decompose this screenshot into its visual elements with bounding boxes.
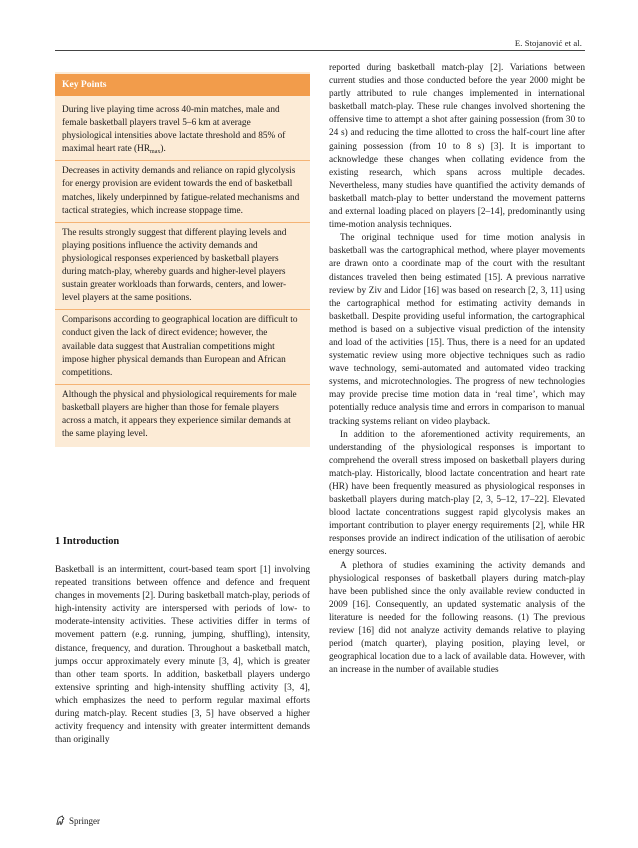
intro-paragraph-4: In addition to the aforementioned activity requirements, an understanding of the physiological responses is important to comprehend the overall stress imposed on basketball players during match-play. Historically, blood lactate concentration and heart rate (HR) have been frequently measured as physiological responses in basketball players during match-play [2, 3, 5–12, 17–22]. Elevated blood lactate concentrations suggest rapid glycolysis makes an important contribution to player energy requirements [2], while HR responses provide an indirect indication of the utilisation of aerobic energy sources. bbox=[329, 429, 585, 558]
key-point-2: Decreases in activity demands and reliance on rapid glycolysis for energy provision are evident towards the end of basketball matches, likely underpinned by fatigue-related mechanisms and tactical strategies, which increase stoppage time. bbox=[55, 161, 310, 222]
springer-horse-icon bbox=[55, 815, 66, 826]
intro-paragraph-3: The original technique used for time motion analysis in basketball was the cartographical method, where player movements are drawn onto a coordinate map of the court with the resultant distances traveled then being estimated [15]. A previous narrative review by Ziv and Lidor [16] was based on research [2, 3, 11] using the cartographical method for estimating activity demands in basketball. Despite providing useful information, the cartographical method is based on a subjective visual prediction of the intensity and load of the activities [15]. Thus, there is a need for an updated systematic review using more objective techniques such as radio wave technology, semi-automated and automated video tracking systems, and microtechnologies. The progress of new technologies may provide precise time motion data in ‘real time’, which may potentially reduce analysis time and errors in comparison to manual tracking systems reliant on video playback. bbox=[329, 233, 585, 427]
left-column bbox=[55, 564, 310, 747]
right-column bbox=[329, 62, 585, 677]
key-points-list bbox=[55, 96, 310, 447]
key-point-5: Although the physical and physiological requirements for male basketball players are higher than those for female players across a match, it appears they experience similar demands at the same playing level. bbox=[62, 389, 297, 440]
publisher-name: Springer bbox=[69, 815, 100, 826]
key-point-1: During live playing time across 40-min matches, male and female basketball players travel 5–6 km at average physiological intensities above lactate threshold and 85% of maximal heart rate $(HR_{max})$. bbox=[55, 100, 310, 161]
key-points-box bbox=[55, 72, 310, 447]
key-point-3: The results strongly suggest that different playing levels and playing positions influence the activity demands and physiological responses experienced by basketball players during match-play, whereby guards and higher-level players sustain greater workloads than forwards, centers, and lower-level players at the same positions. bbox=[55, 223, 310, 311]
header-rule bbox=[55, 50, 585, 51]
running-head: E. Stojanović et al. bbox=[514, 38, 582, 48]
intro-paragraph-1: Basketball is an intermittent, court-based team sport [1] involving repeated transitions between offence and defence and frequent changes in movements [2]. During basketball match-play, periods of high-intensity activity are interspersed with periods of low- to moderate-intensity activities. These activities differ in terms of movement pattern (e.g. running, jumping, shuffling), intensity, distance, frequency, and duration. Throughout a basketball match, jumps occur approximately every minute [3, 4], which is greater than other team sports. In addition, basketball players undergo extensive sprinting and high-intensity shuffling activity [3, 4], which emphasizes the need to perform regular maximal efforts during match-play. Recent studies [3, 5] have observed a higher activity frequency and intensity with greater intermittent demands than originally bbox=[55, 565, 310, 746]
page-footer bbox=[55, 815, 100, 826]
key-points-title: Key Points bbox=[55, 74, 310, 96]
section-title: 1 Introduction bbox=[55, 536, 120, 547]
intro-paragraph-2: reported during basketball match-play [2]. Variations between current studies and those conducted before the year 2000 might be partly attributed to rule changes implemented in international basketball match-play. These rule changes involved shortening the offensive time to attempt a shot after gaining possession (from 30 to 24 s) and reducing the time allotted to cross the half-court line after gaining possession (from 10 to 8 s) [3]. It is important to acknowledge these changes when collating evidence from the existing research, which spans across multiple decades. Nevertheless, many studies have quantified the activity demands of basketball match-play to better understand the movement patterns and external loading placed on players [2–14], predominantly using time-motion analysis techniques. bbox=[329, 63, 585, 231]
key-point-4: Comparisons according to geographical location are difficult to conduct given the lack of direct evidence; however, the available data suggest that Australian competitions might impose higher physical demands than European and African competitions. bbox=[55, 310, 310, 384]
intro-paragraph-5: A plethora of studies examining the activity demands and physiological responses of basketball players during match-play have been published since the only available review conducted in 2009 [16]. Consequently, an updated systematic analysis of the literature is needed for the following reasons. (1) The previous review [16] did not analyze activity demands relative to playing period (match quarter), playing position, playing level, or geographical location due to a lack of available data. However, with an increase in the number of available studies bbox=[329, 560, 585, 676]
